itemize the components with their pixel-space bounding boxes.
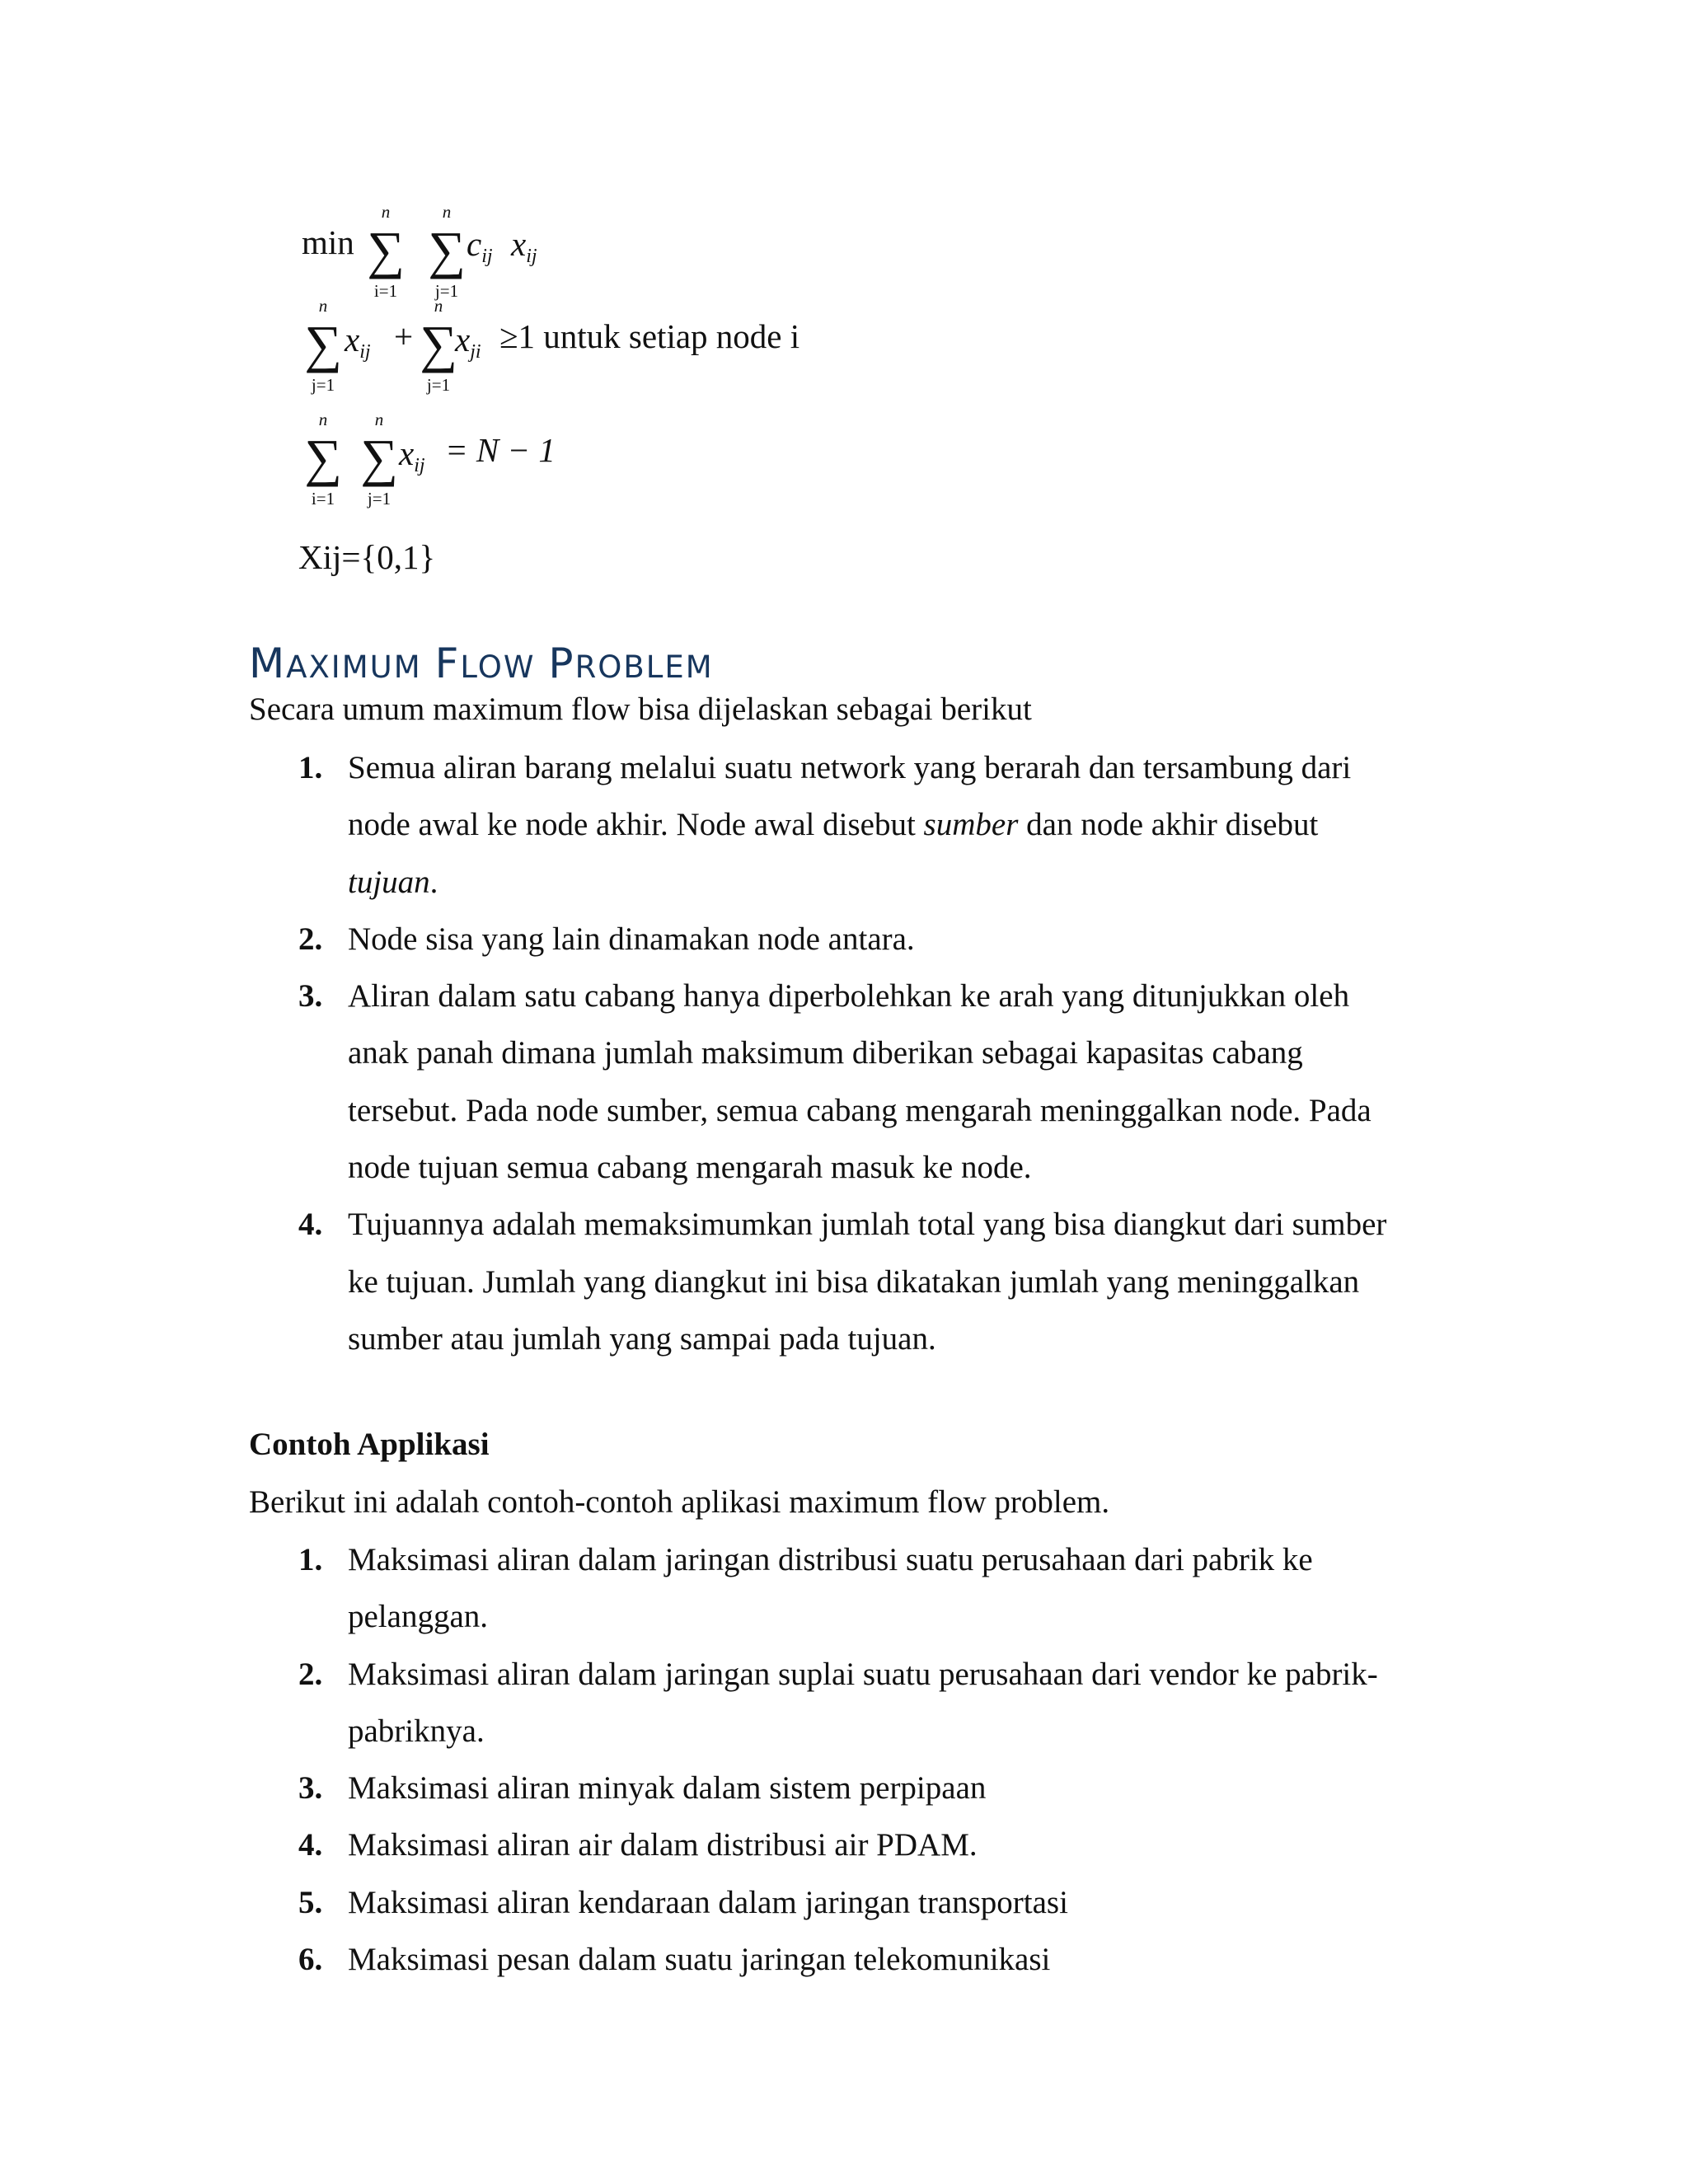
sigma-symbol: ∑ — [304, 315, 342, 373]
sum-upper-limit: n — [434, 296, 443, 316]
section-intro: Secara umum maximum flow bisa dijelaskan sebagai berikut — [249, 691, 1032, 727]
sum-lower-limit: j=1 — [311, 375, 335, 395]
sum-lower-limit: i=1 — [373, 281, 398, 301]
definition-list — [247, 739, 1451, 1367]
sum-upper-limit: n — [318, 410, 328, 429]
section-heading: MAXIMUM FLOW PROBLEM — [249, 640, 714, 687]
sum-lower-limit: i=1 — [311, 489, 335, 509]
sum-j — [354, 410, 404, 518]
sum-lower-limit: j=1 — [367, 489, 392, 509]
sum-i — [298, 410, 348, 518]
sigma-symbol: ∑ — [428, 221, 466, 279]
sigma-symbol: ∑ — [367, 221, 405, 279]
sum-lower-limit: j=1 — [426, 375, 451, 395]
applications-heading: Contoh Applikasi — [249, 1427, 490, 1462]
cost-variable: $c_{ij}$ — [467, 225, 493, 267]
applications-list — [247, 1531, 1451, 1988]
sigma-symbol: ∑ — [360, 429, 398, 487]
sum-upper-limit: n — [381, 202, 391, 222]
variable-domain: Xij={0,1} — [298, 538, 436, 576]
flow-variable: $x_{ij}$ — [345, 321, 371, 363]
sum-i — [361, 203, 410, 310]
sum-upper-limit: n — [318, 296, 328, 316]
sum-upper-limit: n — [374, 410, 384, 429]
objective-function — [302, 203, 631, 310]
degree-constraint — [298, 297, 875, 404]
sigma-symbol: ∑ — [420, 315, 457, 373]
min-operator: min — [302, 223, 354, 261]
list-item: 4. Maksimasi aliran air dalam distribusi air PDAM. — [298, 1827, 978, 1863]
constraint-relation: = N − 1 — [445, 431, 556, 469]
flow-variable: $x_{ji}$ — [455, 321, 481, 363]
sum-j — [298, 297, 348, 404]
constraint-relation: ≥1 untuk setiap node i — [499, 317, 800, 355]
list-item: 6. Maksimasi pesan dalam suatu jaringan telekomunikasi — [298, 1942, 1051, 1978]
list-item: 4. Tujuannya adalah memaksimumkan jumlah total yang bisa diangkut dari sumber ke tujuan. Jumlah yang diangkut ini bisa dikatakan jumlah yang meninggalkan sumber atau jumlah yang sampai pada tujuan. — [298, 1207, 1387, 1357]
sum-j — [422, 203, 471, 310]
list-item: 1. Maksimasi aliran dalam jaringan distribusi suatu perusahaan dari pabrik ke pelanggan. — [298, 1542, 1313, 1635]
flow-variable: $x_{ij}$ — [399, 434, 425, 476]
list-item: 5. Maksimasi aliran kendaraan dalam jaringan transportasi — [298, 1884, 1068, 1920]
list-item: 3. Maksimasi aliran minyak dalam sistem perpipaan — [298, 1770, 987, 1807]
list-item: 3. Aliran dalam satu cabang hanya diperbolehkan ke arah yang ditunjukkan oleh anak panah dimana jumlah maksimum diberikan sebagai kapasitas cabang tersebut. Pada node sumber, semua cabang mengarah meninggalkan node. Pada node tujuan semua cabang mengarah masuk ke node. — [298, 978, 1372, 1186]
plus-sign: + — [394, 317, 414, 355]
list-item: 2. Node sisa yang lain dinamakan node antara. — [298, 921, 915, 957]
list-item: 1. Semua aliran barang melalui suatu network yang berarah dan tersambung dari node awal ke node akhir. Node awal disebut sumber dan node akhir disebut tujuan. — [298, 750, 1352, 900]
list-item: 2. Maksimasi aliran dalam jaringan suplai suatu perusahaan dari vendor ke pabrik- pabriknya. — [298, 1656, 1378, 1749]
sum-upper-limit: n — [442, 202, 452, 222]
sigma-symbol: ∑ — [304, 429, 342, 487]
flow-variable: $x_{ij}$ — [511, 225, 537, 267]
sum-lower-limit: j=1 — [434, 281, 459, 301]
applications-intro: Berikut ini adalah contoh-contoh aplikasi maximum flow problem. — [249, 1484, 1110, 1520]
edge-count-constraint — [298, 410, 628, 518]
